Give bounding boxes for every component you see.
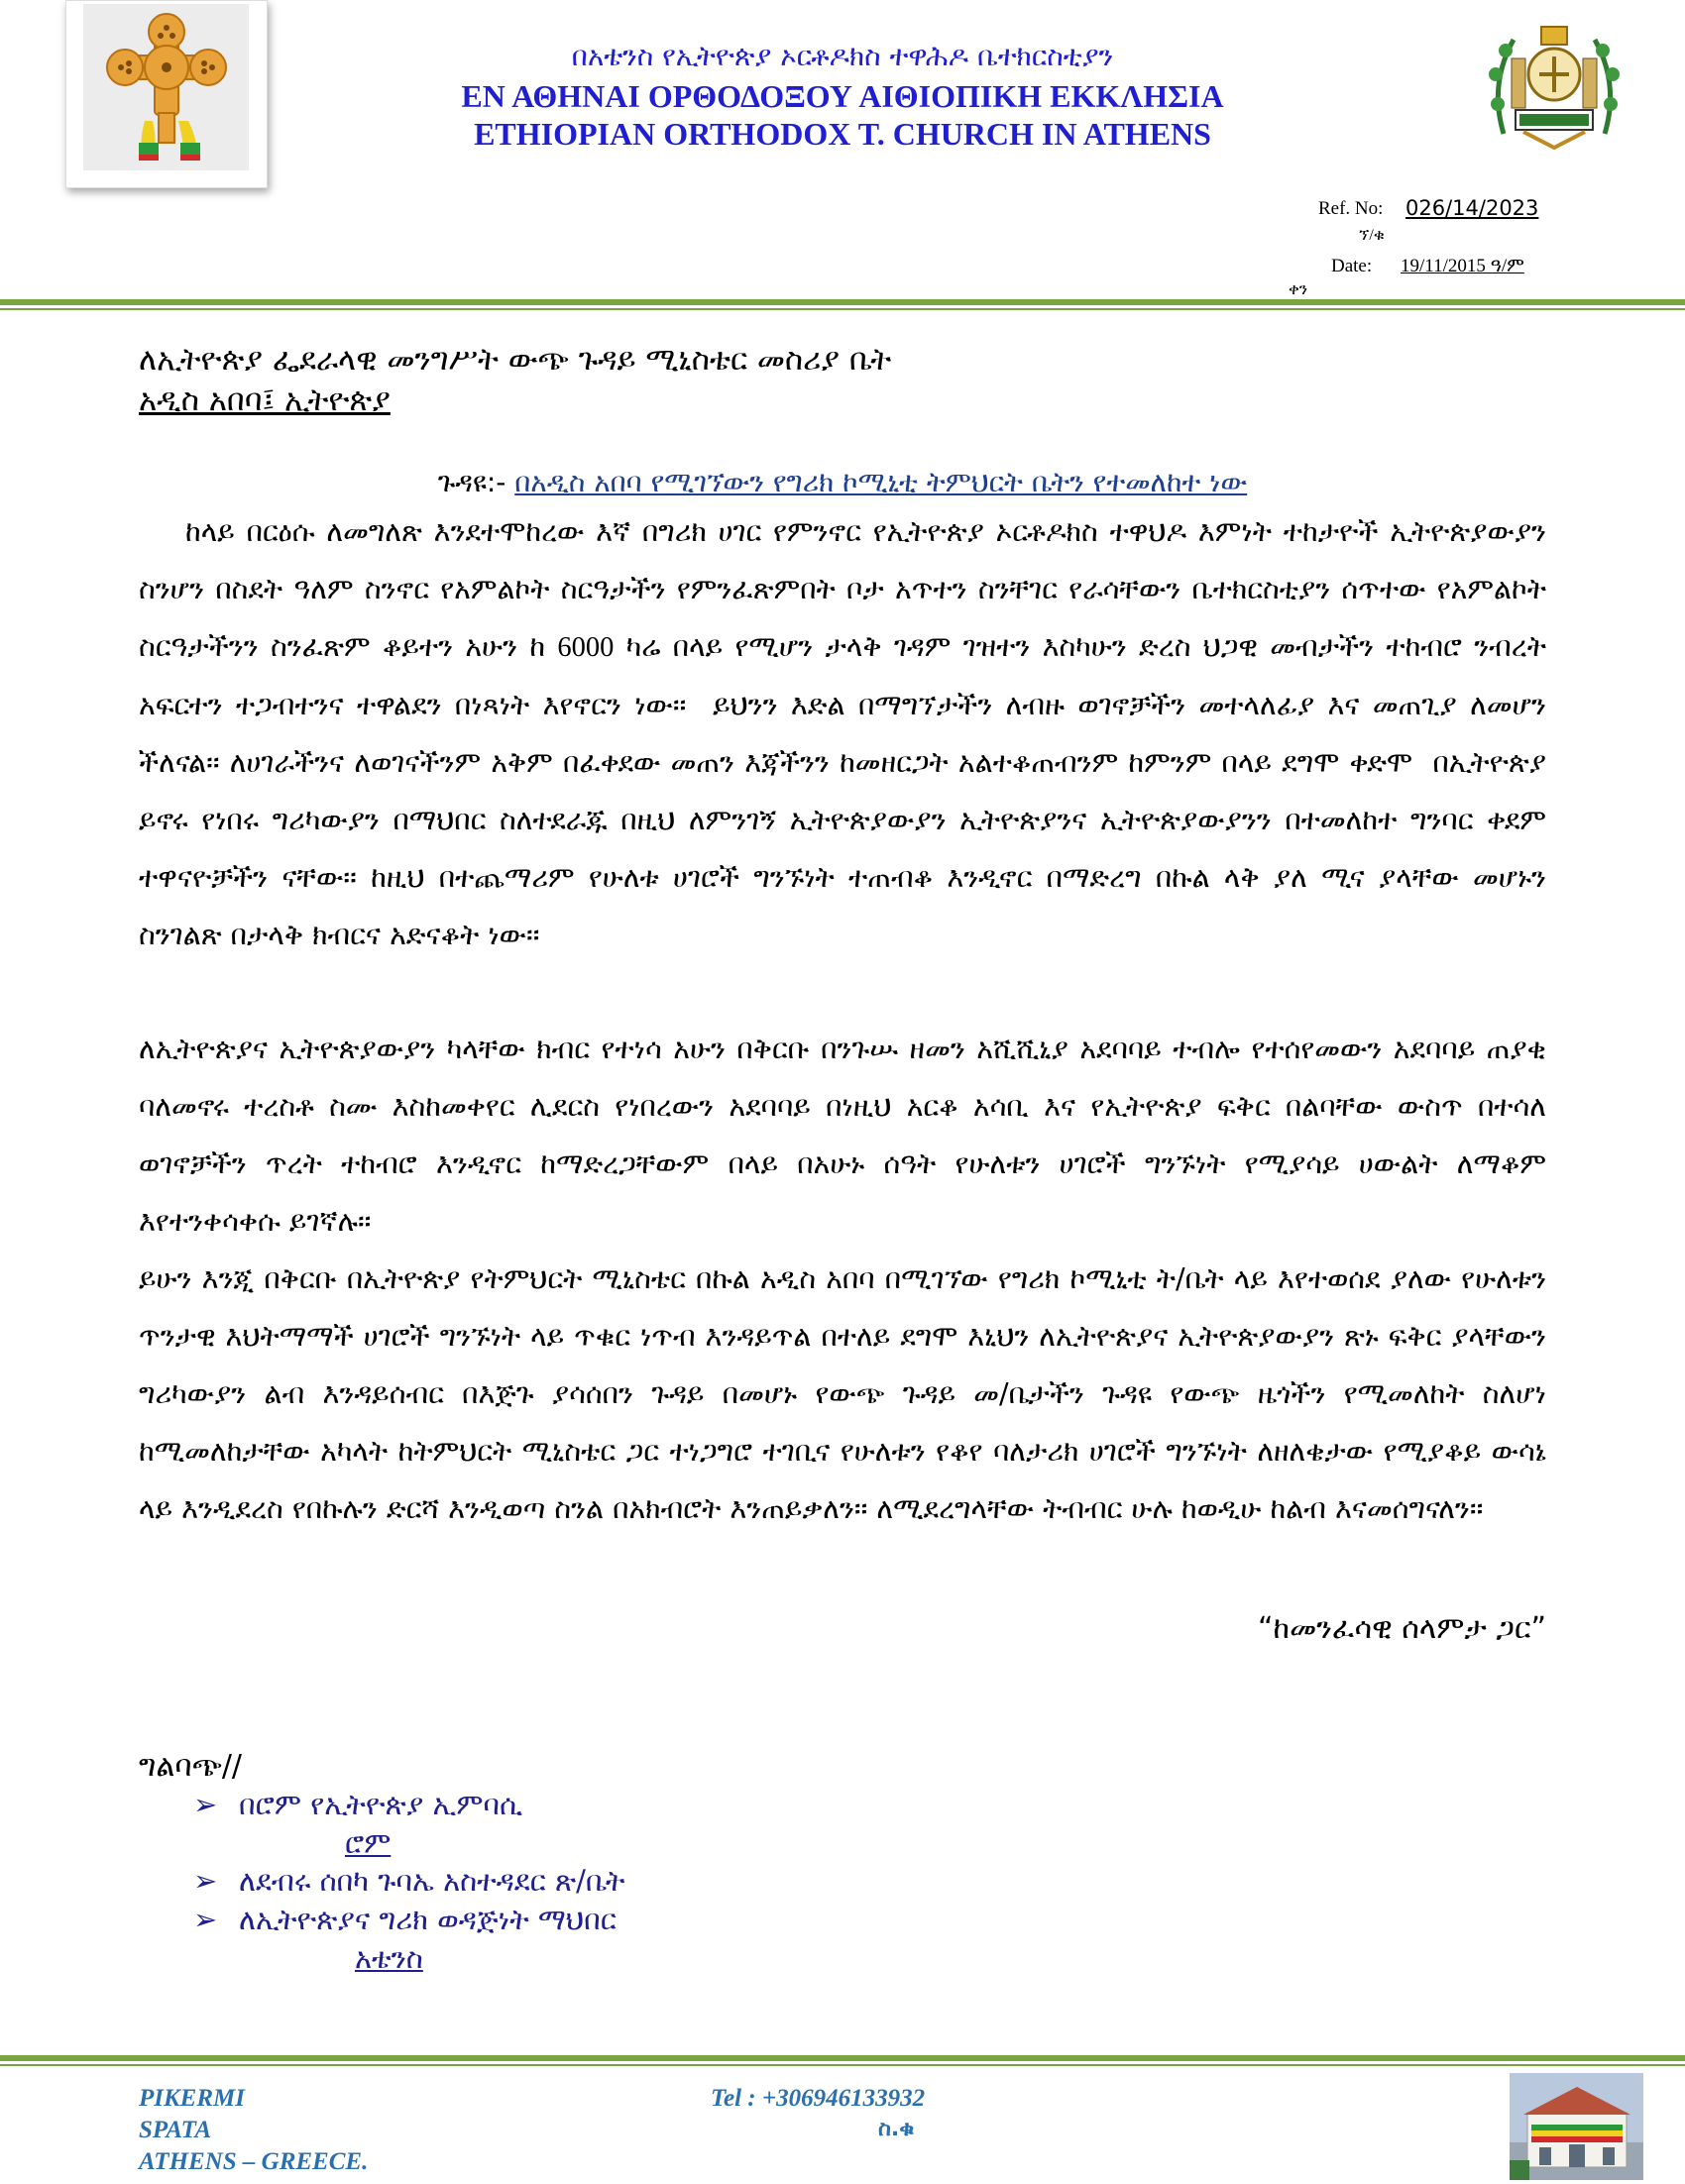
footer-divider	[0, 2055, 1685, 2061]
body-paragraph-1	[139, 503, 1556, 964]
footer-telephone: Tel : +306946133932	[711, 2085, 926, 2112]
subject-line	[139, 466, 1546, 499]
subject-text: በአዲስ አበባ የሚገኘውን የግሪክ ኮሚኒቲ ትምህርት ቤትን የተመለከተ ነው	[514, 466, 1248, 498]
ref-number-label: Ref. No:	[1318, 198, 1384, 219]
arrow-bullet-icon: ➢	[193, 1903, 218, 1936]
header-divider-thin	[0, 308, 1685, 310]
cc-item-text: በሮም የኢትዮጵያ ኢምባሲ	[239, 1788, 523, 1821]
cc-label: ግልባጭ//	[139, 1749, 243, 1784]
footer-divider-thin	[0, 2064, 1685, 2066]
body-paragraph-3: ይሁን እንጂ በቅርቡ በኢትዮጵያ የትምህርት ሚኒስቴር በኩል አዲስ አበባ በሚገኘው የግሪክ ኮሚኒቲ ት/ቤት ላይ እየተወሰደ ያለው የሁለቱን ጥንታዊ እህትማማች ሀገሮች ግንኙነት ላይ ጥቁር ነጥብ እንዳይጥል በተለይ ደግሞ እኒህን ለኢትዮጵያና ኢትዮጵያውያን ጽኑ ፍቅር ያላቸውን ግሪካውያን ልብ እንዳይሰብር በእጅጉ ያሳሰበን ጉዳይ በመሆኑ የውጭ ጉዳይ መ/ቤታችን ጉዳዩ የውጭ ዜጎችን የሚመለከት ስለሆነ ከሚመለከታቸው አካላት ከትምህርት ሚኒስቴር ጋር ተነጋግሮ ተገቢና የሁለቱን የቆየ ባለታሪክ ሀገሮች ግንኙነት ለዘለቄታው የሚያቆይ ውሳኔ ላይ እንዲደረስ የበኩሉን ድርሻ እንዲወጣ ስንል በአክብሮት እንጠይቃለን፡፡ ለሚደረግላቸው ትብብር ሁሉ ከወዲሁ ከልብ እናመሰግናለን፡፡	[139, 1262, 1546, 1525]
arrow-bullet-icon: ➢	[193, 1788, 218, 1821]
header-amharic-title: በአቴንስ የኢትዮጵያ ኦርቶዶክስ ተዋሕዶ ቤተክርስቲያን	[571, 40, 1114, 72]
church-seal-icon	[1484, 15, 1625, 158]
cc-item-friendship-association	[193, 1903, 617, 1937]
church-logo-frame	[65, 0, 268, 188]
footer-address-line2: SPATA	[139, 2117, 212, 2143]
recipient-city: አዲስ አበባ፤ ኢትዮጵያ	[139, 382, 391, 418]
cc-item-parish-council	[193, 1864, 624, 1899]
area-figure: 6000	[557, 632, 615, 663]
recipient-line: ለኢትዮጵያ ፌደራላዊ መንግሥት ውጭ ጉዳይ ሚኒስቴር መስሪያ ቤት	[139, 342, 892, 378]
body-paragraph-1-text-a: ከላይ በርዕሱ ለመግለጽ እንደተሞከረው እኛ በግሪክ ሀገር የምንኖር የኢትዮጵያ ኦርቶዶክስ ተዋህዶ እምነት ተከታዮች ኢትዮጵያውያን ስንሆን በስደት ዓለም ስንኖር የአምልኮት ስርዓታችን የምንፈጽምበት ቦታ አጥተን ስንቸገር የራሳቸውን ቤተክርስቲያን ሰጥተው የአምልኮት ስርዓታችንን ስንፈጽም ቆይተን አሁን ከ	[139, 515, 1556, 663]
closing-greeting: “ከመንፈሳዊ ሰላምታ ጋር”	[1257, 1611, 1546, 1646]
date-value: 19/11/2015 ዓ/ም	[1401, 256, 1524, 276]
church-building-photo	[1510, 2073, 1643, 2180]
arrow-bullet-icon: ➢	[193, 1864, 218, 1898]
footer-address-line3: ATHENS – GREECE.	[139, 2148, 369, 2175]
footer-address-line1: PIKERMI	[139, 2085, 245, 2112]
body-paragraph-2: ለኢትዮጵያና ኢትዮጵያውያን ካላቸው ክብር የተነሳ አሁን በቅርቡ በንጉሡ ዘመን አሺሺኒያ አደባባይ ተብሎ የተሰየመውን አደባባይ ጠያቂ ባለመኖሩ ተረስቶ ስሙ እስከመቀየር ሊደርስ የነበረውን አደባባይ በነዚህ አርቆ አሳቢ እና የኢትዮጵያ ፍቅር በልባቸው ውስጥ በተሳለ ወገኖቻችን ጥረት ተከብሮ እንዲኖር ከማድረጋቸውም በላይ በአሁኑ ሰዓት የሁለቱን ሀገሮች ግንኙነት የሚያሳይ ሀውልት ለማቆም እየተንቀሳቀሱ ይገኛሉ፡፡	[139, 1033, 1546, 1238]
cc-item-embassy-city: ሮም	[345, 1826, 392, 1860]
ref-number-value: 026/14/2023	[1405, 196, 1539, 220]
cc-item-text: ለኢትዮጵያና ግሪክ ወዳጅነት ማህበር	[239, 1903, 617, 1936]
header-divider	[0, 299, 1685, 305]
cross-logo-icon	[83, 4, 249, 170]
body-paragraph-1-text-b: ካሬ በላይ የሚሆን ታላቅ ገዳም ገዝተን እስካሁን ድረስ ህጋዊ መብታችን ተከብሮ ንብረት አፍርተን ተጋብተንና ተዋልደን በነጻነት እየኖርን ነው፡፡ ይህንን እድል በማግኘታችን ለብዙ ወገኖቻችን መተላለፊያ እና መጠጊያ ለመሆን ችለናል፡፡ ለሀገራችንና ለወገናችንም አቅም በፈቀደው መጠን እጃችንን ከመዘርጋት አልተቆጠብንም ከምንም በላይ ደግሞ ቀድሞ በኢትዮጵያ ይኖሩ የነበሩ ግሪካውያን በማህበር ስለተደራጁ በዚህ ለምንገኝ ኢትዮጵያውያን ኢትዮጵያንና ኢትዮጵያውያንን በተመለከተ ግንባር ቀደም ተዋናዮቻችን ናቸው፡፡ ከዚህ በተጨማሪም የሁለቱ ሀገሮች ግንኙነት ተጠብቆ እንዲኖር በማድረግ በኩል ላቅ ያለ ሚና ያላቸው መሆኑን ስንገልጽ በታላቅ ክብርና አድናቆት ነው፡፡	[139, 630, 1556, 951]
header-english-title: ETHIOPIAN ORTHODOX T. CHURCH IN ATHENS	[474, 116, 1211, 152]
footer-telephone-sublabel: ስ.ቁ	[878, 2117, 915, 2141]
cc-item-embassy	[193, 1788, 522, 1822]
cc-item-text: ለደብሩ ሰበካ ጉባኤ አስተዳደር ጽ/ቤት	[239, 1864, 625, 1898]
ref-number-sublabel: ኘ/ቁ	[1359, 227, 1385, 244]
cc-item-association-city: አቴንስ	[355, 1941, 423, 1975]
date-sublabel: ቀን	[1289, 281, 1308, 298]
header-greek-title: ΕΝ ΑΘΗΝΑΙ ΟΡΘΟΔΟΞΟΥ ΑΙΘΙΟΠΙΚΗ ΕΚΚΛΗΣΙΑ	[461, 78, 1224, 114]
subject-label: ጉዳዩ:-	[437, 466, 515, 498]
date-label: Date:	[1331, 256, 1373, 276]
